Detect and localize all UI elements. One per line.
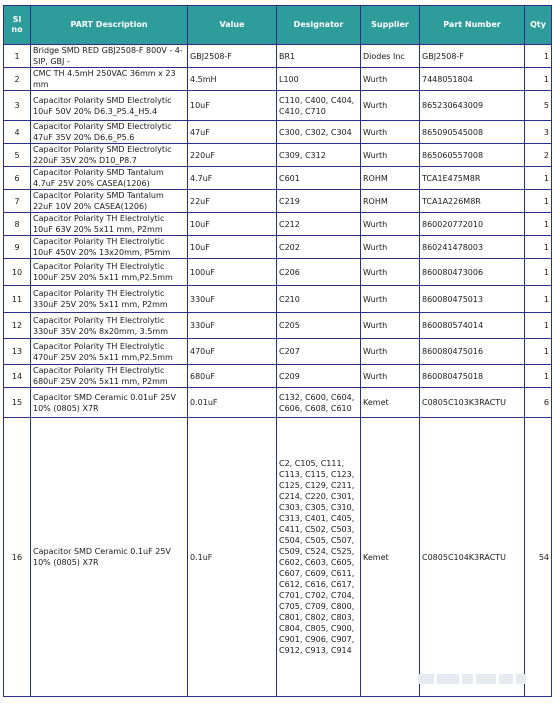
cell-sl-no: 1 [4, 45, 31, 68]
cell-value: 47uF [188, 121, 277, 144]
cell-sl-no: 6 [4, 167, 31, 190]
cell-supplier: Wurth [361, 313, 420, 339]
cell-designator: C132, C600, C604, C606, C608, C610 [277, 388, 361, 418]
table-row [4, 68, 552, 91]
header-value: Value [188, 6, 277, 45]
cell-sl-no: 13 [4, 339, 31, 365]
cell-qty: 2 [525, 144, 552, 167]
cell-qty: 1 [525, 236, 552, 259]
cell-supplier: Wurth [361, 339, 420, 365]
cell-part-description: Capacitor Polarity TH Electrolytic 100uF 25V 20% 5x11 mm,P2.5mm [31, 259, 188, 286]
cell-supplier: Kemet [361, 418, 420, 697]
cell-qty: 1 [525, 68, 552, 91]
cell-part-number: 865230643009 [420, 91, 525, 121]
cell-qty: 1 [525, 259, 552, 286]
cell-value: 100uF [188, 259, 277, 286]
table-row [4, 236, 552, 259]
cell-designator: C205 [277, 313, 361, 339]
cell-sl-no: 12 [4, 313, 31, 339]
cell-part-description: Capacitor Polarity SMD Electrolytic 47uF 35V 20% D6.6_P5.6 [31, 121, 188, 144]
cell-designator: C601 [277, 167, 361, 190]
cell-part-description: Capacitor Polarity SMD Electrolytic 10uF 50V 20% D6.3_P5.4_H5.4 [31, 91, 188, 121]
cell-value: 4.7uF [188, 167, 277, 190]
cell-sl-no: 8 [4, 213, 31, 236]
table-row [4, 91, 552, 121]
table-row [4, 144, 552, 167]
cell-part-description: Bridge SMD RED GBJ2508-F 800V - 4-SIP, GBJ - [31, 45, 188, 68]
header-sl-no: Sl no [4, 6, 31, 45]
cell-sl-no: 16 [4, 418, 31, 697]
table-row [4, 213, 552, 236]
cell-designator: C212 [277, 213, 361, 236]
cell-designator: C309, C312 [277, 144, 361, 167]
cell-part-number: 860080574014 [420, 313, 525, 339]
cell-supplier: Wurth [361, 144, 420, 167]
cell-qty: 6 [525, 388, 552, 418]
cell-qty: 1 [525, 213, 552, 236]
cell-sl-no: 5 [4, 144, 31, 167]
cell-supplier: Kemet [361, 388, 420, 418]
table-row [4, 365, 552, 388]
header-supplier: Supplier [361, 6, 420, 45]
cell-part-number: 860080475016 [420, 339, 525, 365]
cell-qty: 1 [525, 45, 552, 68]
cell-designator: L100 [277, 68, 361, 91]
cell-supplier: ROHM [361, 190, 420, 213]
cell-part-description: Capacitor Polarity TH Electrolytic 330uF 25V 20% 5x11 mm, P2mm [31, 286, 188, 313]
cell-sl-no: 10 [4, 259, 31, 286]
table-row [4, 45, 552, 68]
table-row [4, 286, 552, 313]
cell-designator: C210 [277, 286, 361, 313]
cell-part-number: 7448051804 [420, 68, 525, 91]
table-row [4, 313, 552, 339]
cell-designator: C2, C105, C111, C113, C115, C123, C125, C129, C211, C214, C220, C301, C303, C305, C310, C313, C401, C405, C411, C502, C503, C504, C505, C507, C509, C524, C525, C602, C603, C605, C607, C609, C611, C612, C616, C617, C701, C702, C704, C705, C709, C800, C801, C802, C803, C804, C805, C900, C901, C906, C907, C912, C913, C914 [277, 418, 361, 697]
cell-part-number: GBJ2508-F [420, 45, 525, 68]
cell-designator: C300, C302, C304 [277, 121, 361, 144]
cell-qty: 1 [525, 339, 552, 365]
cell-value: 10uF [188, 236, 277, 259]
cell-value: 4.5mH [188, 68, 277, 91]
cell-part-number: TCA1E475M8R [420, 167, 525, 190]
cell-part-description: Capacitor Polarity TH Electrolytic 10uF 63V 20% 5x11 mm, P2mm [31, 213, 188, 236]
cell-designator: BR1 [277, 45, 361, 68]
cell-designator: C207 [277, 339, 361, 365]
cell-part-description: Capacitor Polarity SMD Tantalum 4.7uF 25V 20% CASEA(1206) [31, 167, 188, 190]
cell-part-description: Capacitor Polarity TH Electrolytic 470uF 25V 20% 5x11 mm,P2.5mm [31, 339, 188, 365]
cell-designator: C202 [277, 236, 361, 259]
cell-value: 0.1uF [188, 418, 277, 697]
cell-part-number: 860020772010 [420, 213, 525, 236]
header-part-number: Part Number [420, 6, 525, 45]
cell-qty: 54 [525, 418, 552, 697]
cell-supplier: ROHM [361, 167, 420, 190]
cell-supplier: Wurth [361, 365, 420, 388]
bom-table [3, 5, 552, 697]
cell-part-number: 860080475018 [420, 365, 525, 388]
cell-supplier: Wurth [361, 259, 420, 286]
cell-supplier: Wurth [361, 91, 420, 121]
cell-part-description: Capacitor SMD Ceramic 0.01uF 25V 10% (0805) X7R [31, 388, 188, 418]
cell-part-description: Capacitor Polarity TH Electrolytic 680uF 25V 20% 5x11 mm, P2mm [31, 365, 188, 388]
cell-part-number: 860241478003 [420, 236, 525, 259]
cell-sl-no: 2 [4, 68, 31, 91]
header-qty: Qty [525, 6, 552, 45]
cell-part-description: Capacitor Polarity TH Electrolytic 330uF 35V 20% 8x20mm, 3.5mm [31, 313, 188, 339]
cell-part-number: 865060557008 [420, 144, 525, 167]
cell-part-description: Capacitor SMD Ceramic 0.1uF 25V 10% (0805) X7R [31, 418, 188, 697]
cell-sl-no: 15 [4, 388, 31, 418]
cell-supplier: Wurth [361, 68, 420, 91]
cell-designator: C209 [277, 365, 361, 388]
cell-value: 22uF [188, 190, 277, 213]
cell-qty: 3 [525, 121, 552, 144]
cell-sl-no: 4 [4, 121, 31, 144]
cell-value: 10uF [188, 213, 277, 236]
cell-part-number: 865090545008 [420, 121, 525, 144]
cell-supplier: Diodes Inc [361, 45, 420, 68]
cell-designator: C110, C400, C404, C410, C710 [277, 91, 361, 121]
watermark [418, 672, 526, 686]
cell-supplier: Wurth [361, 121, 420, 144]
cell-value: 330uF [188, 286, 277, 313]
cell-qty: 1 [525, 365, 552, 388]
cell-sl-no: 3 [4, 91, 31, 121]
cell-part-number: C0805C103K3RACTU [420, 388, 525, 418]
cell-sl-no: 9 [4, 236, 31, 259]
cell-value: 0.01uF [188, 388, 277, 418]
cell-sl-no: 7 [4, 190, 31, 213]
cell-part-number: 860080475013 [420, 286, 525, 313]
cell-part-number: 860080473006 [420, 259, 525, 286]
cell-supplier: Wurth [361, 236, 420, 259]
table-row [4, 388, 552, 418]
cell-part-number: TCA1A226M8R [420, 190, 525, 213]
cell-value: 220uF [188, 144, 277, 167]
table-row [4, 339, 552, 365]
table-header [4, 6, 552, 45]
cell-qty: 1 [525, 190, 552, 213]
cell-qty: 1 [525, 167, 552, 190]
cell-value: 680uF [188, 365, 277, 388]
cell-part-description: Capacitor Polarity SMD Tantalum 22uF 10V 20% CASEA(1206) [31, 190, 188, 213]
header-row [4, 6, 552, 45]
cell-qty: 1 [525, 313, 552, 339]
cell-qty: 1 [525, 286, 552, 313]
cell-designator: C219 [277, 190, 361, 213]
cell-value: GBJ2508-F [188, 45, 277, 68]
cell-designator: C206 [277, 259, 361, 286]
cell-sl-no: 11 [4, 286, 31, 313]
table-row [4, 418, 552, 697]
cell-sl-no: 14 [4, 365, 31, 388]
table-row [4, 121, 552, 144]
cell-part-description: CMC TH 4.5mH 250VAC 36mm x 23 mm [31, 68, 188, 91]
cell-qty: 5 [525, 91, 552, 121]
table-row [4, 190, 552, 213]
cell-supplier: Wurth [361, 286, 420, 313]
cell-value: 470uF [188, 339, 277, 365]
cell-supplier: Wurth [361, 213, 420, 236]
cell-part-number: C0805C104K3RACTU [420, 418, 525, 697]
cell-part-description: Capacitor Polarity SMD Electrolytic 220uF 35V 20% D10_P8.7 [31, 144, 188, 167]
table-body [4, 45, 552, 697]
header-part-description: PART Description [31, 6, 188, 45]
cell-part-description: Capacitor Polarity TH Electrolytic 10uF 450V 20% 13x20mm, P5mm [31, 236, 188, 259]
cell-value: 330uF [188, 313, 277, 339]
header-designator: Designator [277, 6, 361, 45]
cell-value: 10uF [188, 91, 277, 121]
table-row [4, 259, 552, 286]
table-row [4, 167, 552, 190]
